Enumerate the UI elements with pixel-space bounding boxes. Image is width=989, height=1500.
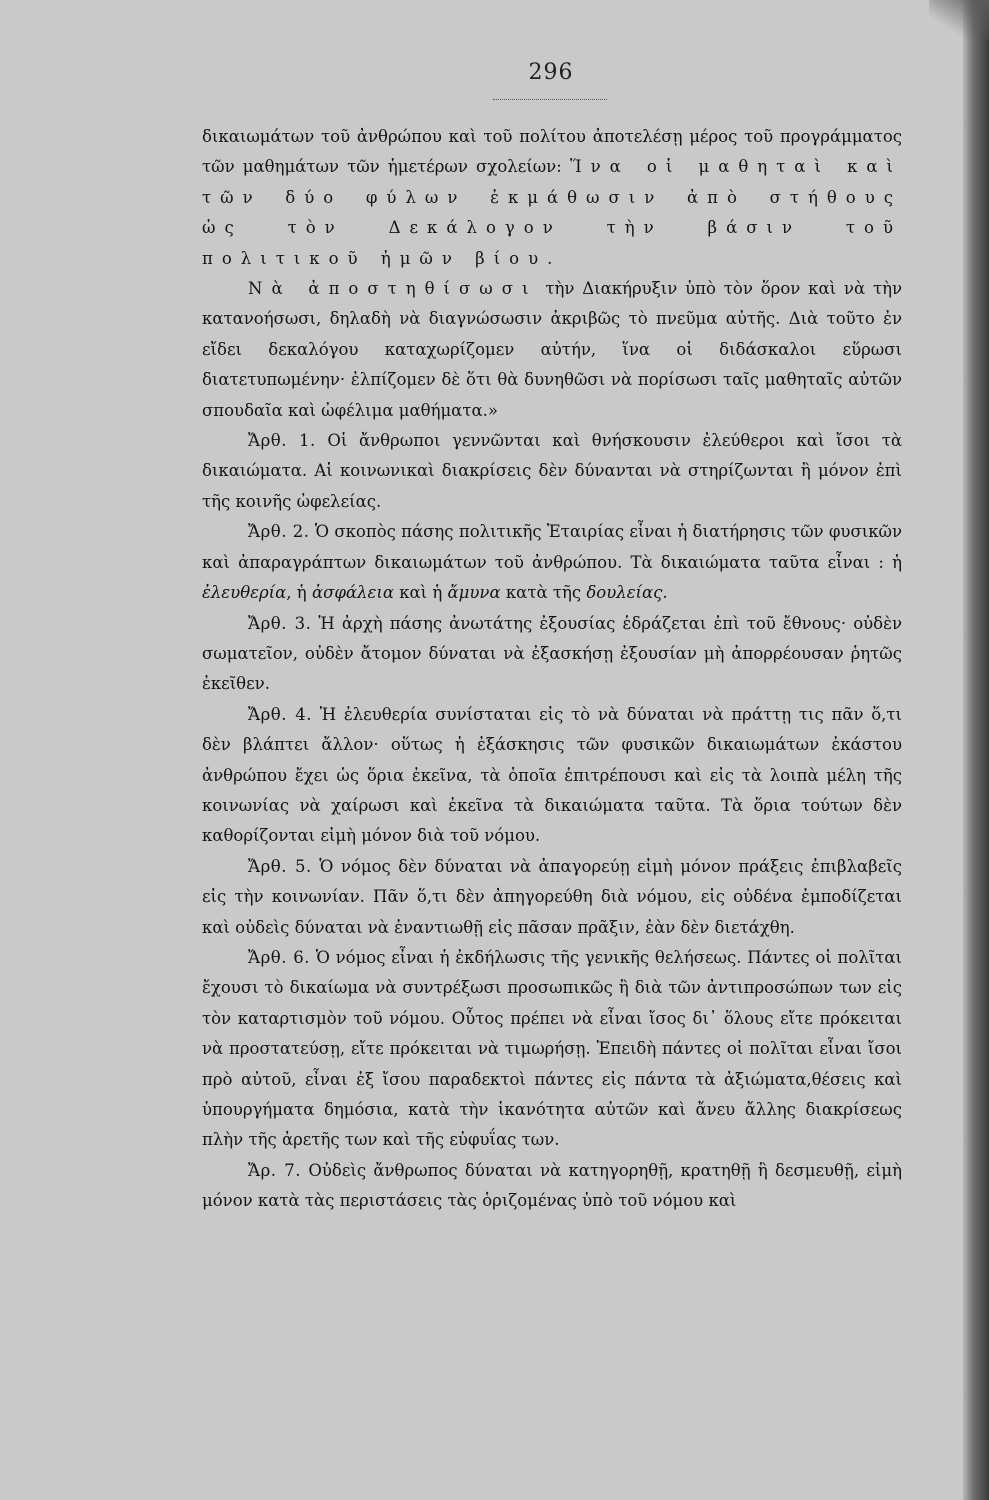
italic-term-freedom: ἐλευθερία [202, 583, 287, 603]
intro-paragraph-2 [202, 274, 902, 426]
article-text: Οὐδεὶς ἄνθρωπος δύναται νὰ κατηγορηθῇ, κρατηθῇ ἢ δεσμευθῇ, εἰμὴ μόνον κατὰ τὰς περιστάσεις τὰς ὁριζομένας ὑπὸ τοῦ νόμου καὶ [202, 1160, 902, 1211]
article-label: Ἄρθ. 5. [248, 856, 312, 876]
italic-term-slavery: δουλείας [586, 583, 663, 603]
article-label: Ἄρ. 7. [248, 1160, 302, 1180]
intro-paragraph [202, 122, 902, 274]
header-rule [493, 99, 607, 100]
article-text: Ὁ νόμος εἶναι ἡ ἐκδήλωσις τῆς γενικῆς θελήσεως. Πάντες οἱ πολῖται ἔχουσι τὸ δικαίωμα νὰ συντρέξωσι προσωπικῶς ἢ διὰ τῶν ἀντιπροσώπων των εἰς τὸν καταρτισμὸν τοῦ νόμου. Οὗτος πρέπει νὰ εἶναι ἴσος δι᾽ ὅλους εἴτε πρόκειται νὰ προστατεύσῃ, εἴτε πρόκειται νὰ τιμωρήσῃ. Ἐπειδὴ πάντες οἱ πολῖται εἶναι ἴσοι πρὸ αὐτοῦ, εἶναι ἐξ ἴσου παραδεκτοὶ πάντες εἰς πάντα τὰ ἀξιώματα,θέσεις καὶ ὑπουργήματα δημόσια, κατὰ τὴν ἱκανότητα αὐτῶν καὶ ἄνευ ἄλλης διακρίσεως πλὴν τῆς ἀρετῆς των καὶ τῆς εὐφυΐας των. [202, 947, 902, 1150]
intro-p2-rest: τὴν Διακήρυξιν ὑπὸ τὸν ὅρον καὶ νὰ τὴν κατανοήσωσι, δηλαδὴ νὰ διαγνώσωσιν ἀκριβῶς τὸ πνεῦμα αὐτῆς. Διὰ τοῦτο ἐν εἴδει δεκαλόγου καταχωρίζομεν αὐτήν, ἵνα οἱ διδάσκαλοι εὕρωσι διατετυπωμένην· ἐλπίζομεν δὲ ὅτι θὰ δυνηθῶσι νὰ πορίσωσι ταῖς μαθηταῖς αὐτῶν σπουδαῖα καὶ ὠφέλιμα μαθήματα.» [202, 279, 902, 420]
article-sep: κατὰ τῆς [505, 583, 582, 603]
article-text: Ἡ ἐλευθερία συνίσταται εἰς τὸ νὰ δύναται νὰ πράττῃ τις πᾶν ὅ,τι δὲν βλάπτει ἄλλον· οὕτως ἡ ἐξάσκησις τῶν φυσικῶν δικαιωμάτων ἑκάστου ἀνθρώπου ἔχει ὡς ὅρια ἐκεῖνα, τὰ ὁποῖα ἐπιτρέπουσι καὶ εἰς τὰ λοιπὰ μέλη τῆς κοινωνίας νὰ χαίρωσι καὶ ἐκεῖνα τὰ δικαιώματα ταῦτα. Τὰ ὅρια τούτων δὲν καθορίζονται εἰμὴ μόνον διὰ τοῦ νόμου. [202, 704, 903, 846]
article-label: Ἄρθ. 6. [248, 947, 310, 967]
page-number: 296 [528, 60, 574, 85]
article-sep: , ἡ [286, 583, 307, 603]
page-edge-shadow [963, 0, 989, 1500]
article-7 [202, 1156, 902, 1217]
article-label: Ἄρθ. 2. [248, 522, 310, 542]
intro-p2-spaced: Νὰ ἀποστηθίσωσι [248, 279, 538, 299]
intro-lead: δικαιωμάτων τοῦ ἀνθρώπου καὶ τοῦ πολίτου ἀποτελέσῃ μέρος τοῦ προγράμματος τῶν μαθημάτων τῶν ἡμετέρων σχολείων: [202, 127, 902, 177]
article-text: Ὁ σκοπὸς πάσης πολιτικῆς Ἑταιρίας εἶναι ἡ διατήρησις τῶν φυσικῶν καὶ ἀπαραγράπτων δικαιωμάτων τοῦ ἀνθρώπου. Τὰ δικαιώματα ταῦτα εἶναι : ἡ [202, 522, 902, 572]
article-sep: καὶ ἡ [399, 583, 443, 603]
article-label: Ἄρθ. 4. [248, 704, 312, 724]
article-text: Ἡ ἀρχὴ πάσης ἀνωτάτης ἐξουσίας ἑδράζεται ἐπὶ τοῦ ἔθνους· οὐδὲν σωματεῖον, οὐδὲν ἄτομον δύναται νὰ ἐξασκήσῃ ἐξουσίαν μὴ ἀπορρέουσαν ῥητῶς ἐκεῖθεν. [202, 613, 903, 694]
article-end: . [662, 583, 668, 603]
italic-term-security: ἀσφάλεια [311, 583, 394, 603]
italic-term-defense: ἄμυνα [447, 583, 501, 603]
page-corner-shadow [929, 0, 989, 40]
article-1 [202, 426, 902, 517]
body-text [202, 122, 902, 1217]
article-5 [202, 852, 902, 943]
intro-spaced-text: Ἵνα οἱ μαθηταὶ καὶ τῶν δύο φύλων ἐκμάθωσιν ἀπὸ στήθους ὡς τὸν Δεκάλογον τὴν βάσιν τοῦ πολιτικοῦ ἡμῶν βίου. [202, 157, 903, 268]
article-6 [202, 943, 902, 1156]
article-text: Ὁ νόμος δὲν δύναται νὰ ἀπαγορεύῃ εἰμὴ μόνον πράξεις ἐπιβλαβεῖς εἰς τὴν κοινωνίαν. Πᾶν ὅ,τι δὲν ἀπηγορεύθη διὰ νόμου, εἰς οὐδένα ἐμποδίζεται καὶ οὐδεὶς δύναται νὰ ἐναντιωθῇ εἰς πᾶσαν πρᾶξιν, ἐὰν δὲν διετάχθη. [202, 856, 902, 937]
article-label: Ἄρθ. 1. [248, 431, 316, 451]
article-3 [202, 609, 902, 700]
article-label: Ἄρθ. 3. [248, 613, 312, 633]
article-2 [202, 517, 902, 608]
article-text: Οἱ ἄνθρωποι γεννῶνται καὶ θνήσκουσιν ἐλεύθεροι καὶ ἴσοι τὰ δικαιώματα. Αἱ κοινωνικαὶ διακρίσεις δὲν δύνανται νὰ στηρίζωνται ἢ μόνον ἐπὶ τῆς κοινῆς ὠφελείας. [202, 431, 903, 511]
article-4 [202, 700, 902, 852]
